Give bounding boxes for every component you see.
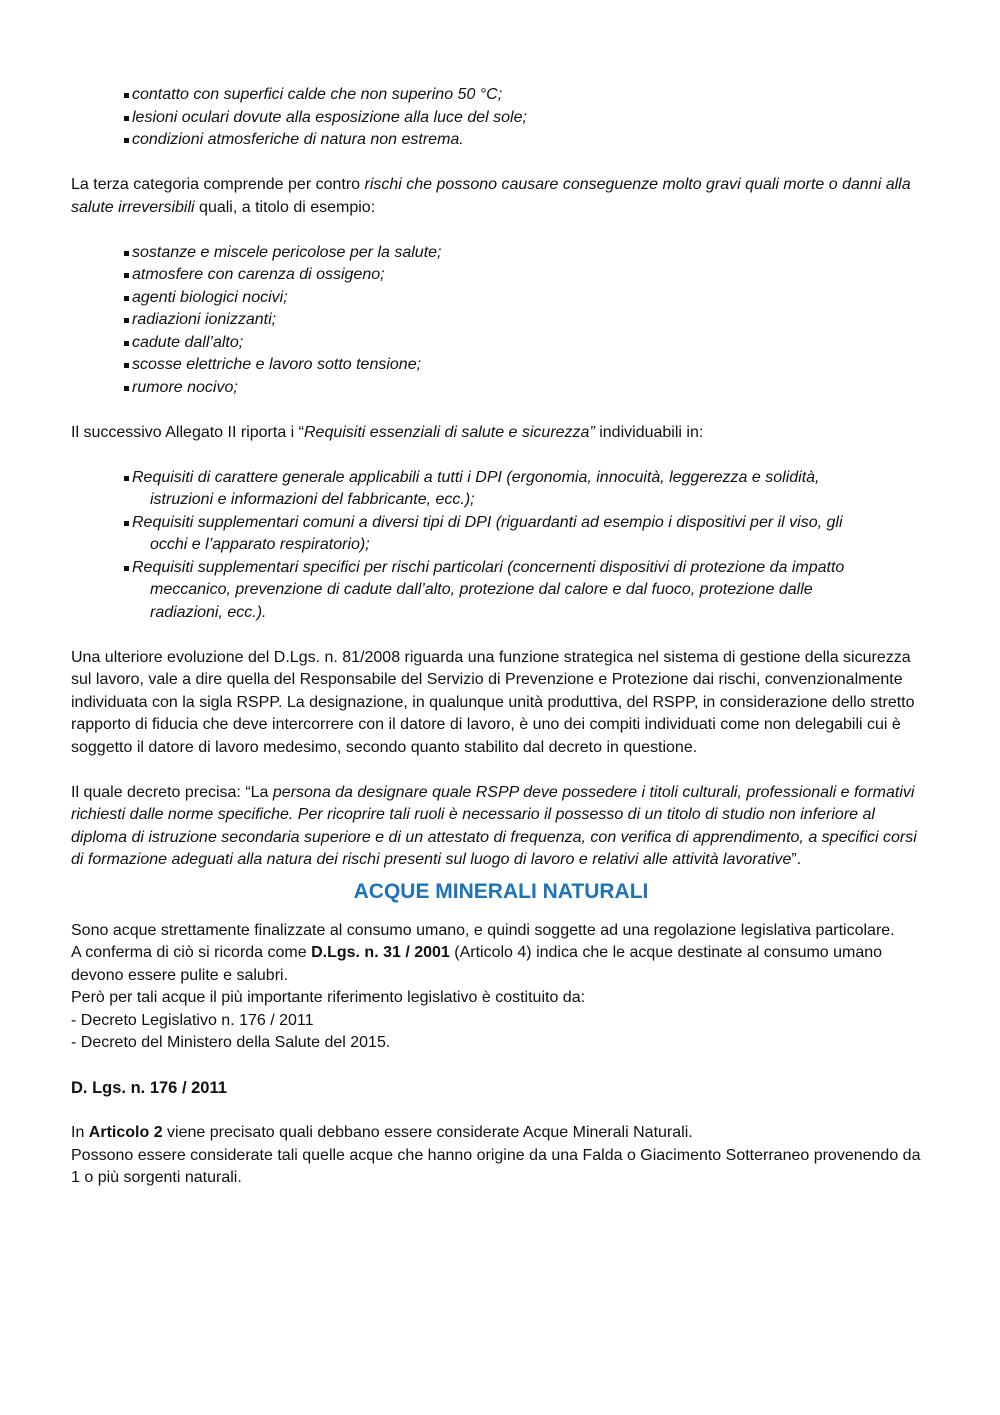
list-item: agenti biologici nocivi;	[123, 287, 931, 310]
sub-heading: D. Lgs. n. 176 / 2011	[71, 1079, 227, 1097]
list-item: radiazioni ionizzanti;	[123, 309, 931, 332]
list-item: scosse elettriche e lavoro sotto tensione;	[123, 354, 931, 377]
section-title: ACQUE MINERALI NATURALI	[353, 879, 649, 903]
list-item: Requisiti supplementari comuni a diversi tipi di DPI (riguardanti ad esempio i dispositivi per il viso, gli occhi e l’apparato respiratorio);	[123, 512, 931, 557]
paragraph-articolo-2: In Articolo 2 viene precisato quali debbano essere considerate Acque Minerali Naturali.	[71, 1124, 693, 1141]
list-item: rumore nocivo;	[123, 377, 931, 400]
paragraph-riferimento: Però per tali acque il più importante riferimento legislativo è costituito da:	[71, 989, 586, 1006]
paragraph-possono: Possono essere considerate tali quelle acque che hanno origine da una Falda o Giacimento Sotterraneo provenendo da 1 o più sorgenti naturali.	[71, 1146, 921, 1186]
paragraph-allegato: Il successivo Allegato II riporta i “Requisiti essenziali di salute e sicurezza” individuabili in:	[71, 423, 704, 441]
paragraph-evoluzione-rspp: Una ulteriore evoluzione del D.Lgs. n. 81/2008 riguarda una funzione strategica nel sistema di gestione della sicurezza sul lavoro, vale a dire quella del Responsabile del Servizio di Prevenzione e Protezione dai rischi, convenzionalmente individuata con la sigla RSPP. La designazione, in qualunque unità produttiva, del RSPP, in considerazione dello stretto rapporto di fiducia che deve intercorrere con il datore di lavoro, è uno dei compiti individuati come non delegabili cui è soggetto il datore di lavoro medesimo, secondo quanto stabilito dal decreto in questione.	[71, 648, 915, 756]
paragraph-decreto-precisa: Il quale decreto precisa: “La persona da designare quale RSPP deve possedere i titoli culturali, professionali e formativi richiesti dalle norme specifiche. Per ricoprire tali ruoli è necessario il possesso di un titolo di studio non inferiore al diploma di istruzione secondaria superiore e di un attestato di frequenza, con verifica di apprendimento, a specifici corsi di formazione adeguati alla natura dei rischi presenti sul luogo di lavoro e relativi alle attività lavorative”.	[71, 783, 917, 868]
document-page	[71, 84, 931, 1190]
bullet-list-requisiti	[71, 467, 931, 625]
list-item: contatto con superfici calde che non superino 50 °C;	[123, 84, 931, 107]
bullet-list-risks-minor	[71, 84, 931, 152]
paragraph-terza-categoria: La terza categoria comprende per contro rischi che possono causare conseguenze molto gravi quali morte o danni alla salute irreversibili quali, a titolo di esempio:	[71, 176, 911, 216]
list-item: sostanze e miscele pericolose per la salute;	[123, 242, 931, 265]
dash-item: - Decreto Legislativo n. 176 / 2011	[71, 1011, 314, 1029]
list-item: condizioni atmosferiche di natura non estrema.	[123, 129, 931, 152]
bullet-list-risks-severe	[71, 242, 931, 400]
paragraph-sono-acque: Sono acque strettamente finalizzate al consumo umano, e quindi soggette ad una regolazione legislativa particolare.	[71, 921, 895, 939]
dash-item: - Decreto del Ministero della Salute del 2015.	[71, 1034, 391, 1051]
list-item: atmosfere con carenza di ossigeno;	[123, 264, 931, 287]
list-item: cadute dall’alto;	[123, 332, 931, 355]
list-item: Requisiti supplementari specifici per rischi particolari (concernenti dispositivi di protezione da impatto meccanico, prevenzione di cadute dall’alto, protezione dal calore e dal fuoco, protezione dalle radiazioni, ecc.).	[123, 557, 931, 625]
list-item: Requisiti di carattere generale applicabili a tutti i DPI (ergonomia, innocuità, leggerezza e solidità, istruzioni e informazioni del fabbricante, ecc.);	[123, 467, 931, 512]
list-item: lesioni oculari dovute alla esposizione alla luce del sole;	[123, 107, 931, 130]
paragraph-conferma: A conferma di ciò si ricorda come D.Lgs. n. 31 / 2001 (Articolo 4) indica che le acque destinate al consumo umano devono essere pulite e salubri.	[71, 944, 883, 984]
